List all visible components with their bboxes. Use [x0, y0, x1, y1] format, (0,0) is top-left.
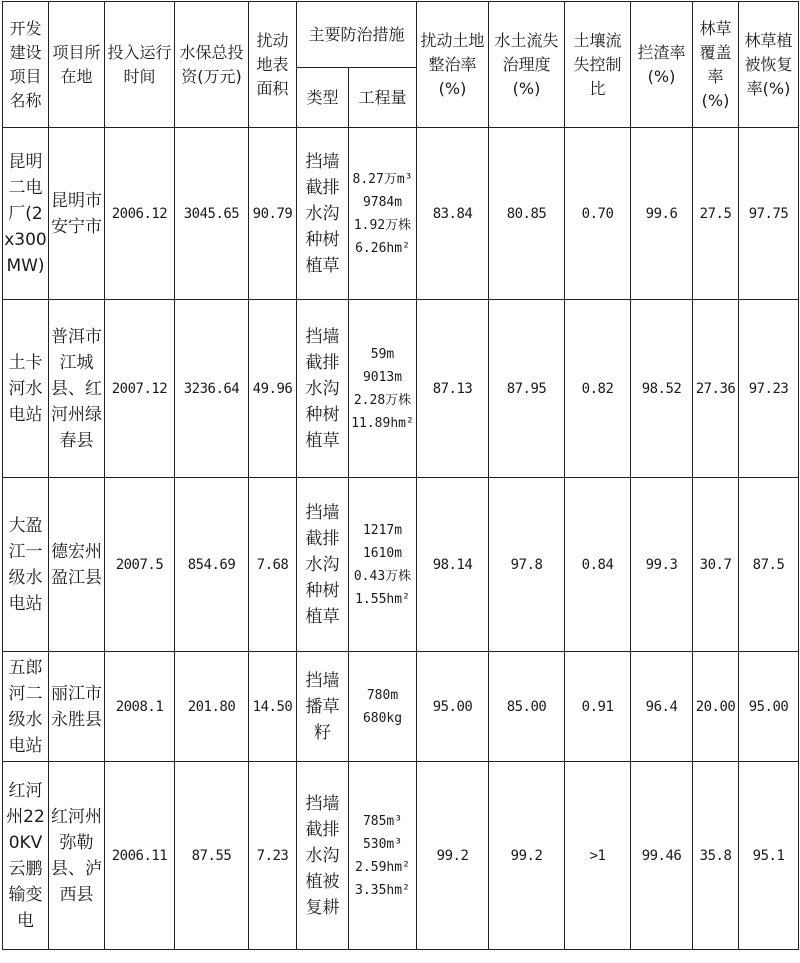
investment-cell: 854.69 [175, 478, 249, 652]
quantity-line: 780m [366, 687, 399, 703]
forest-cell: 20.00 [693, 652, 739, 762]
forest-cell: 35.8 [693, 762, 739, 950]
header-disturbed-area: 扰动地表面积 [249, 2, 297, 128]
start-time-cell: 2007.5 [105, 478, 175, 652]
veg-cell: 97.23 [739, 300, 799, 478]
project-name-cell: 五郎河二级水电站 [3, 652, 49, 762]
location-cell: 丽江市永胜县 [49, 652, 105, 762]
quantity-line: 9784m [362, 194, 403, 210]
quantity-line: 0.43万株 [353, 568, 412, 584]
project-name-cell: 红河州220KV云鹏输变电 [3, 762, 49, 950]
erosion-cell: 87.95 [489, 300, 565, 478]
header-land-rate: 扰动土地整治率(%) [417, 2, 489, 128]
project-name-cell: 昆明二电厂(2x300MW) [3, 128, 49, 300]
forest-cell: 30.7 [693, 478, 739, 652]
quantity-line: 680kg [362, 710, 403, 726]
investment-cell: 3236.64 [175, 300, 249, 478]
soil-conservation-table [2, 1, 799, 950]
quantity-line: 9013m [362, 369, 403, 385]
area-cell: 90.79 [249, 128, 297, 300]
area-cell: 49.96 [249, 300, 297, 478]
quantity-line: 1217m [362, 522, 403, 538]
veg-cell: 87.5 [739, 478, 799, 652]
quantity-line: 785m³ [362, 813, 403, 829]
soil-ratio-cell: 0.84 [565, 478, 631, 652]
measure-quantity-cell [349, 652, 417, 762]
area-cell: 14.50 [249, 652, 297, 762]
area-cell: 7.23 [249, 762, 297, 950]
quantity-line: 2.59hm² [355, 859, 410, 875]
soil-ratio-cell: 0.82 [565, 300, 631, 478]
veg-cell: 95.00 [739, 652, 799, 762]
start-time-cell: 2006.11 [105, 762, 175, 950]
erosion-cell: 99.2 [489, 762, 565, 950]
header-measure-type: 类型 [297, 68, 349, 128]
location-cell: 普洱市江城县、红河州绿春县 [49, 300, 105, 478]
land-rate-cell: 99.2 [417, 762, 489, 950]
slag-cell: 96.4 [631, 652, 693, 762]
quantity-line: 1610m [362, 545, 403, 561]
quantity-line: 59m [370, 346, 395, 362]
quantity-line: 1.92万株 [353, 217, 412, 233]
start-time-cell: 2007.12 [105, 300, 175, 478]
measure-type-cell: 挡墙截排水沟种树植草 [297, 300, 349, 478]
header-slag-rate: 拦渣率(%) [631, 2, 693, 128]
header-measures: 主要防治措施 [297, 2, 417, 68]
location-cell: 红河州弥勒县、泸西县 [49, 762, 105, 950]
erosion-cell: 80.85 [489, 128, 565, 300]
location-cell: 昆明市安宁市 [49, 128, 105, 300]
table-row [3, 762, 799, 950]
table-row [3, 652, 799, 762]
measure-type-cell: 挡墙截排水沟植被复耕 [297, 762, 349, 950]
project-name-cell: 大盈江一级水电站 [3, 478, 49, 652]
area-cell: 7.68 [249, 478, 297, 652]
quantity-line: 3.35hm² [355, 882, 410, 898]
forest-cell: 27.5 [693, 128, 739, 300]
veg-cell: 95.1 [739, 762, 799, 950]
quantity-line: 1.55hm² [355, 591, 410, 607]
measure-type-cell: 挡墙截排水沟种树植草 [297, 128, 349, 300]
start-time-cell: 2006.12 [105, 128, 175, 300]
soil-ratio-cell: 0.70 [565, 128, 631, 300]
land-rate-cell: 98.14 [417, 478, 489, 652]
measure-type-cell: 挡墙截排水沟种树植草 [297, 478, 349, 652]
header-forest-cover: 林草覆盖率(%) [693, 2, 739, 128]
location-cell: 德宏州盈江县 [49, 478, 105, 652]
header-erosion-control: 水土流失治理度(%) [489, 2, 565, 128]
land-rate-cell: 95.00 [417, 652, 489, 762]
measure-quantity-cell [349, 762, 417, 950]
header-project-name: 开发建设项目名称 [3, 2, 49, 128]
header-start-time: 投入运行时间 [105, 2, 175, 128]
slag-cell: 99.6 [631, 128, 693, 300]
land-rate-cell: 83.84 [417, 128, 489, 300]
table-row [3, 128, 799, 300]
investment-cell: 201.80 [175, 652, 249, 762]
measure-type-cell: 挡墙播草籽 [297, 652, 349, 762]
header-measure-quantity: 工程量 [349, 68, 417, 128]
measure-quantity-cell [349, 300, 417, 478]
quantity-line: 6.26hm² [355, 240, 410, 256]
investment-cell: 87.55 [175, 762, 249, 950]
table-row [3, 300, 799, 478]
erosion-cell: 85.00 [489, 652, 565, 762]
forest-cell: 27.36 [693, 300, 739, 478]
quantity-line: 11.89hm² [351, 415, 414, 431]
start-time-cell: 2008.1 [105, 652, 175, 762]
veg-cell: 97.75 [739, 128, 799, 300]
soil-ratio-cell: 0.91 [565, 652, 631, 762]
header-vegetation-restore: 林草植被恢复率(%) [739, 2, 799, 128]
measure-quantity-cell [349, 478, 417, 652]
soil-ratio-cell: >1 [565, 762, 631, 950]
investment-cell: 3045.65 [175, 128, 249, 300]
header-investment: 水保总投资(万元) [175, 2, 249, 128]
table-row [3, 478, 799, 652]
header-soil-ratio: 土壤流失控制比 [565, 2, 631, 128]
land-rate-cell: 87.13 [417, 300, 489, 478]
erosion-cell: 97.8 [489, 478, 565, 652]
quantity-line: 530m³ [362, 836, 403, 852]
header-location: 项目所在地 [49, 2, 105, 128]
quantity-line: 2.28万株 [353, 392, 412, 408]
project-name-cell: 土卡河水电站 [3, 300, 49, 478]
measure-quantity-cell [349, 128, 417, 300]
quantity-line: 8.27万m³ [352, 171, 413, 187]
slag-cell: 99.46 [631, 762, 693, 950]
slag-cell: 99.3 [631, 478, 693, 652]
slag-cell: 98.52 [631, 300, 693, 478]
